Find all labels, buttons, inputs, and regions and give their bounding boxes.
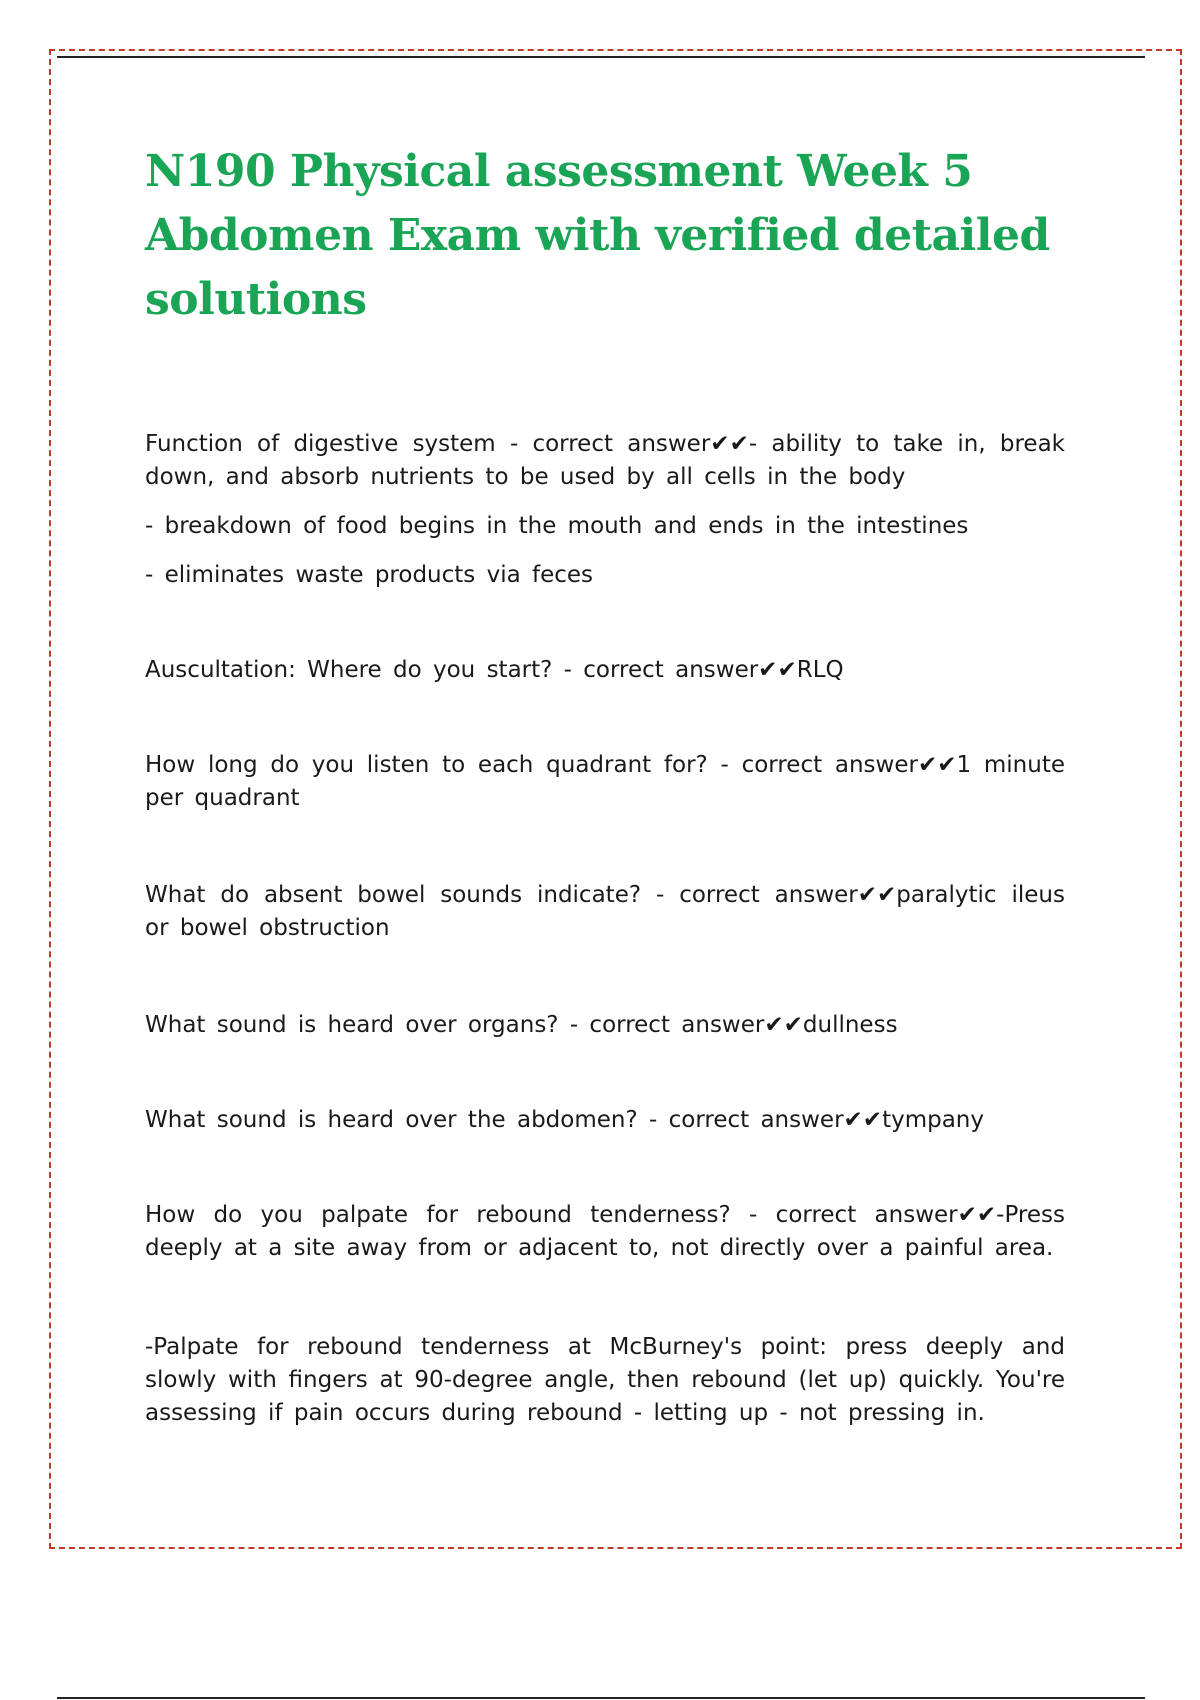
document-body — [145, 140, 1065, 1430]
qa-bullet: - eliminates waste products via feces — [145, 562, 594, 588]
qa-entry-rebound-tenderness — [145, 1199, 1065, 1265]
qa-text: What sound is heard over organs? - correct answer✔✔dullness — [145, 1012, 898, 1038]
qa-entry-sound-over-organs — [145, 1009, 1065, 1042]
qa-entry-auscultation-start — [145, 654, 1065, 687]
qa-entry-sound-over-abdomen — [145, 1104, 1065, 1137]
qa-entry-digestive-function — [145, 428, 1065, 592]
qa-text: Function of digestive system - correct answer✔✔- ability to take in, break down, and absorb nutrients to be used by all cells in the body — [145, 431, 1065, 490]
qa-text: -Palpate for rebound tenderness at McBurney's point: press deeply and slowly with fingers at 90-degree angle, then rebound (let up) quickly. You're assessing if pain occurs during rebound - letting up - not pressing in. — [145, 1334, 1065, 1426]
qa-entry-quadrant-duration — [145, 749, 1065, 815]
qa-entry-mcburney-point — [145, 1331, 1065, 1430]
top-rule — [57, 56, 1145, 58]
qa-bullet: - breakdown of food begins in the mouth and ends in the intestines — [145, 513, 969, 539]
qa-text: What sound is heard over the abdomen? - correct answer✔✔tympany — [145, 1107, 984, 1133]
qa-text: How do you palpate for rebound tenderness? - correct answer✔✔-Press deeply at a site away from or adjacent to, not directly over a painful area. — [145, 1202, 1065, 1261]
bottom-rule — [57, 1697, 1145, 1699]
qa-text: How long do you listen to each quadrant for? - correct answer✔✔1 minute per quadrant — [145, 752, 1065, 811]
qa-text: Auscultation: Where do you start? - correct answer✔✔RLQ — [145, 657, 844, 683]
document-title: N190 Physical assessment Week 5 Abdomen Exam with verified detailed solutions — [145, 146, 1050, 325]
qa-text: What do absent bowel sounds indicate? - correct answer✔✔paralytic ileus or bowel obstruction — [145, 882, 1065, 941]
qa-entry-absent-bowel-sounds — [145, 879, 1065, 945]
